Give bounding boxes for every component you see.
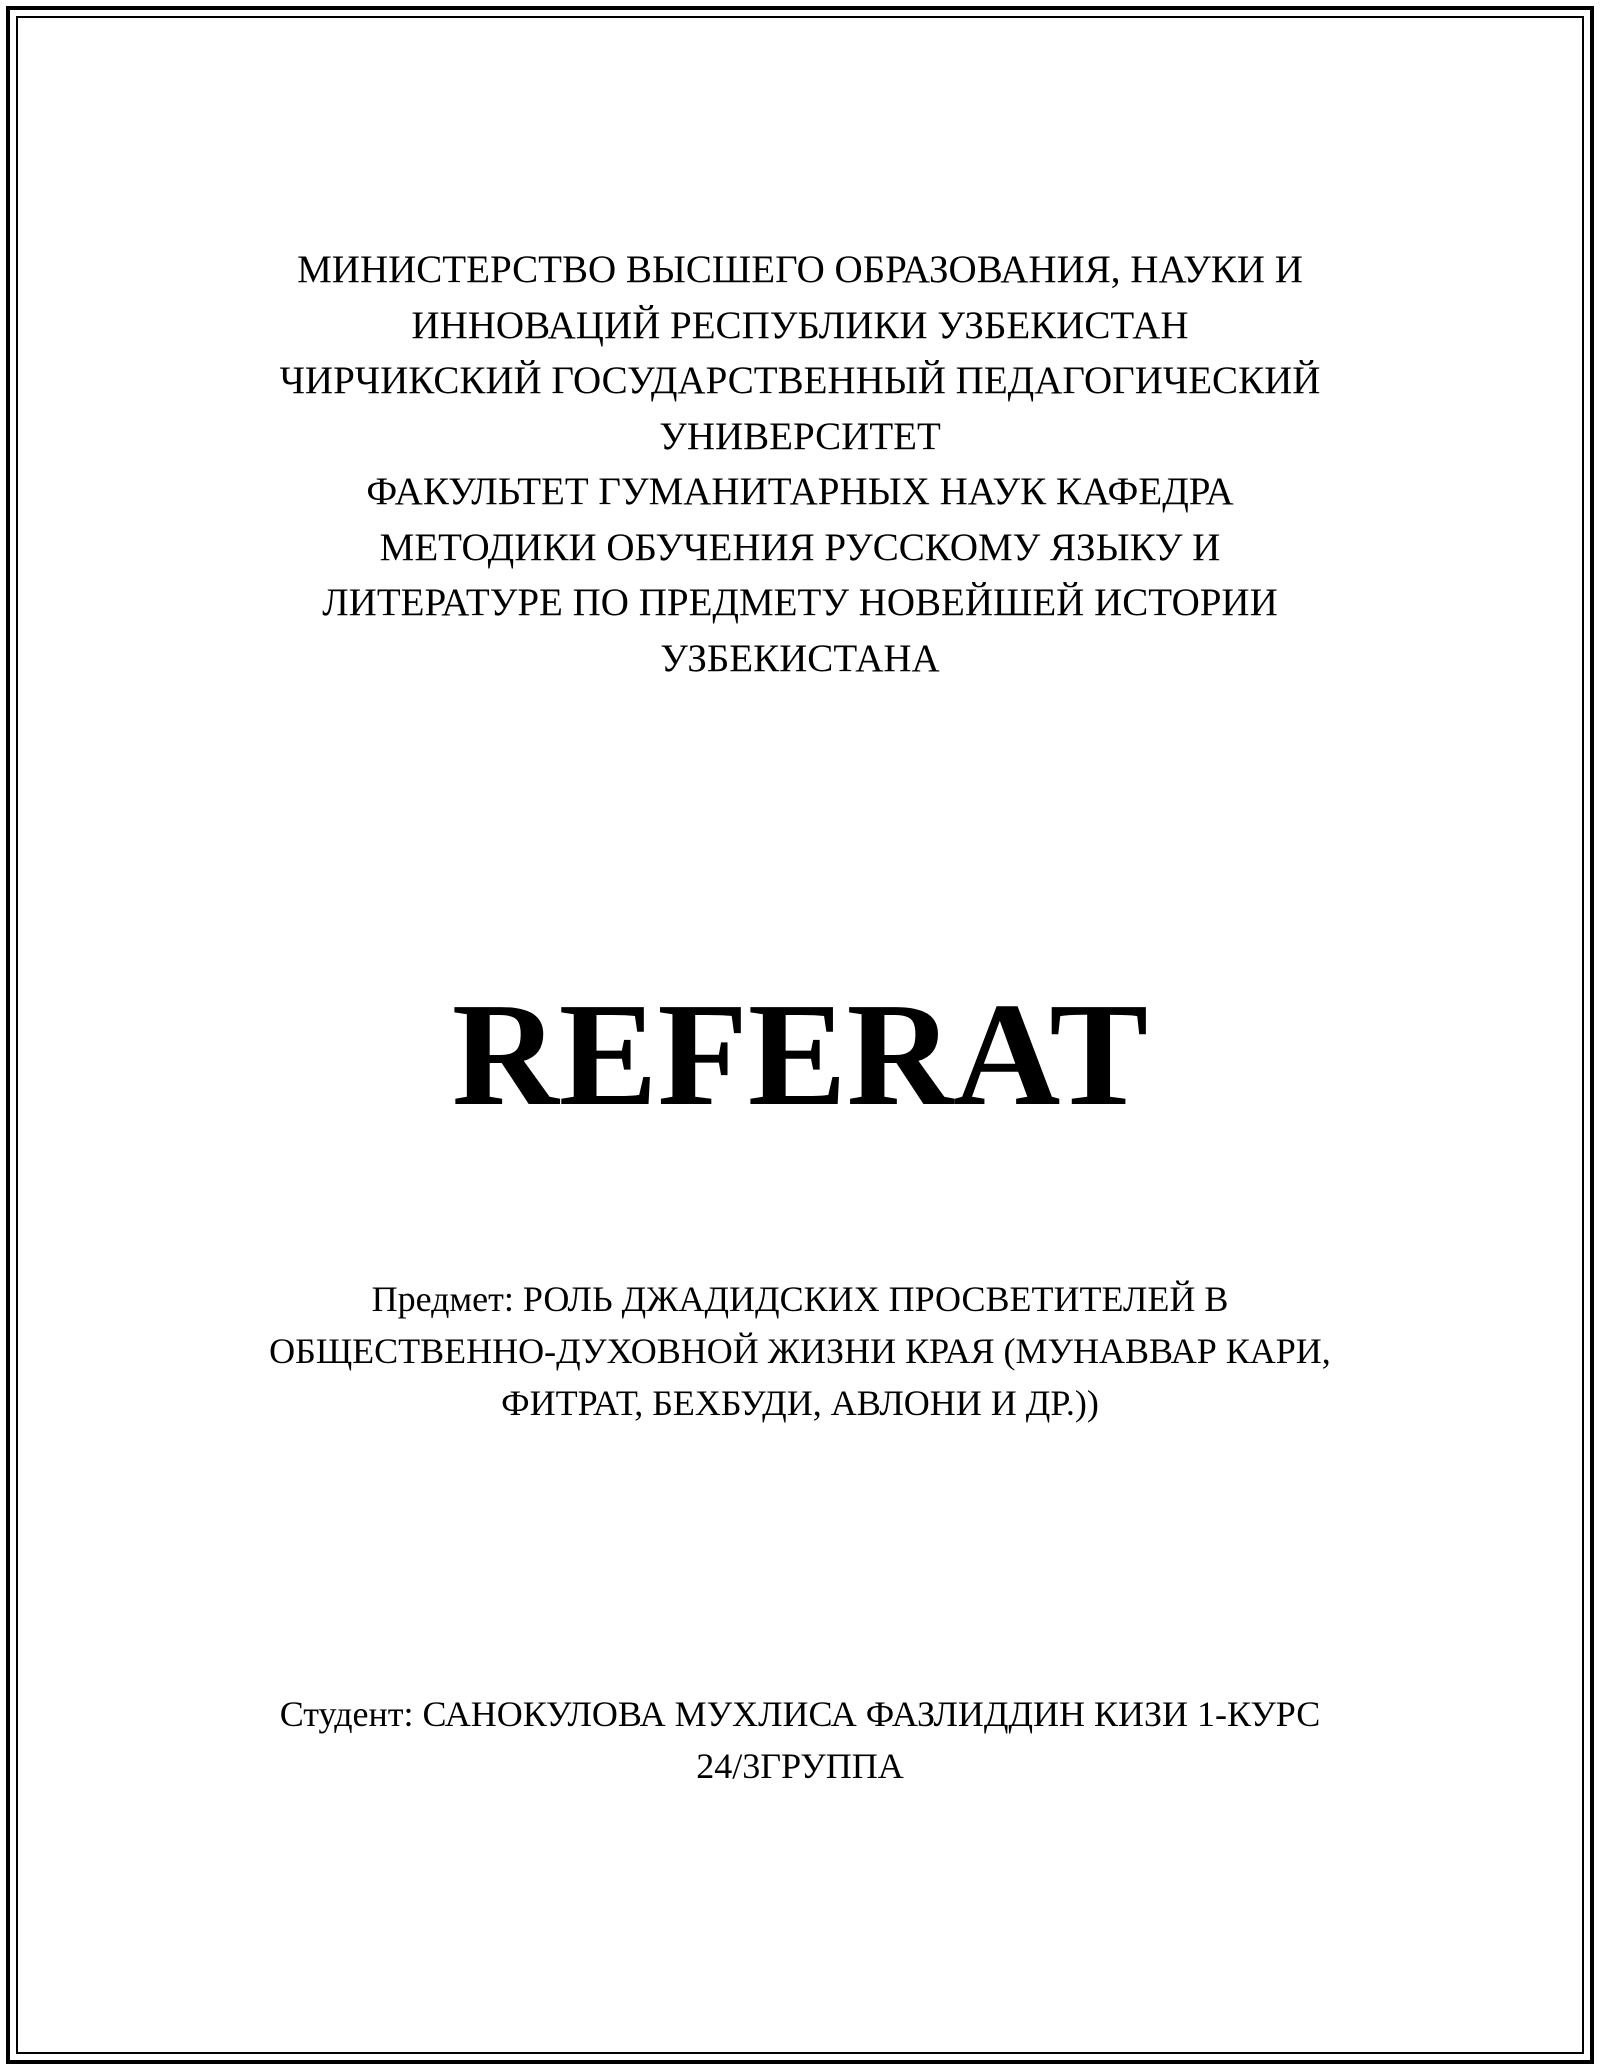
subject-line: Предмет: РОЛЬ ДЖАДИДСКИХ ПРОСВЕТИТЕЛЕЙ В [371, 1279, 1229, 1319]
student-block [200, 1688, 1400, 1792]
header-line: ЧИРЧИКСКИЙ ГОСУДАРСТВЕННЫЙ ПЕДАГОГИЧЕСКИЙ [279, 359, 1321, 402]
student-line: Студент: САНОКУЛОВА МУХЛИСА ФАЗЛИДДИН КИЗИ 1-КУРС [279, 1694, 1321, 1734]
institution-header [200, 242, 1400, 686]
subject-block [200, 1273, 1400, 1429]
document-title: REFERAT [451, 973, 1149, 1137]
header-line: УЗБЕКИСТАНА [660, 636, 940, 680]
header-line: ИННОВАЦИЙ РЕСПУБЛИКИ УЗБЕКИСТАН [411, 303, 1189, 347]
header-line: ЛИТЕРАТУРЕ ПО ПРЕДМЕТУ НОВЕЙШЕЙ ИСТОРИИ [322, 581, 1278, 624]
header-line: УНИВЕРСИТЕТ [659, 414, 941, 458]
header-line: ФАКУЛЬТЕТ ГУМАНИТАРНЫХ НАУК КАФЕДРА [366, 470, 1234, 513]
header-line: МЕТОДИКИ ОБУЧЕНИЯ РУССКОМУ ЯЗЫКУ И [379, 525, 1221, 569]
subject-line: ОБЩЕСТВЕННО-ДУХОВНОЙ ЖИЗНИ КРАЯ (МУНАВВАР КАРИ, [269, 1331, 1331, 1371]
header-line: МИНИСТЕРСТВО ВЫСШЕГО ОБРАЗОВАНИЯ, НАУКИ И [297, 248, 1303, 291]
subject-line: ФИТРАТ, БЕХБУДИ, АВЛОНИ И ДР.)) [501, 1383, 1099, 1423]
student-line: 24/3ГРУППА [696, 1746, 904, 1786]
